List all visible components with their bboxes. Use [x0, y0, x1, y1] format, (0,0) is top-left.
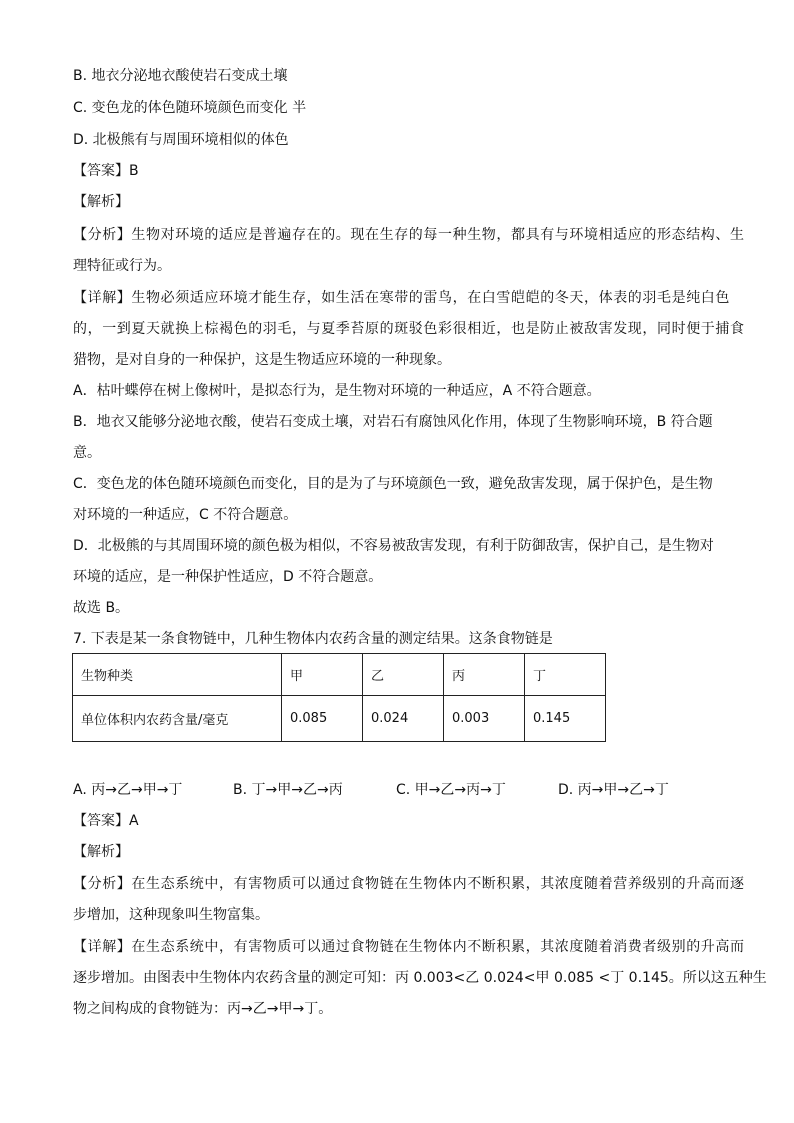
explanation-c-line: 对环境的一种适应，C 不符合题意。	[73, 507, 298, 523]
explanation-text-line: 【详解】在生态系统中，有害物质可以通过食物链在生物体内不断积累，其浓度随着消费者级别的升高而	[73, 939, 745, 955]
table-cell: 0.085	[282, 696, 363, 742]
explanation-d-line: D．北极熊的与其周围环境的颜色极为相似，不容易被敌害发现，有利于防御敌害，保护自己，是生物对	[73, 538, 714, 554]
explanation-text-line: 的，一到夏天就换上棕褐色的羽毛，与夏季苔原的斑驳色彩很相近，也是防止被敌害发现，同时便于捕食	[73, 321, 745, 337]
explanation-b-line: 意。	[73, 445, 101, 461]
table-cell: 甲	[282, 654, 363, 696]
table-cell: 乙	[363, 654, 444, 696]
analysis-label: 【解析】	[73, 194, 129, 210]
table-cell: 生物种类	[73, 654, 282, 696]
explanation-b-line: B．地衣又能够分泌地衣酸，使岩石变成土壤，对岩石有腐蚀风化作用，体现了生物影响环境，B 符合题	[73, 414, 713, 430]
analysis-text-line: 【分析】生物对环境的适应是普遍存在的。现在生存的每一种生物，都具有与环境相适应的形态结构、生	[73, 227, 745, 243]
explanation-a-line: A．枯叶蝶停在树上像树叶，是拟态行为，是生物对环境的一种适应，A 不符合题意。	[73, 383, 601, 399]
option-b: B. 丁→甲→乙→丙	[233, 782, 343, 798]
question-7-stem: 7. 下表是某一条食物链中，几种生物体内农药含量的测定结果。这条食物链是	[73, 631, 553, 647]
table-cell: 丙	[444, 654, 525, 696]
analysis-text-line: 步增加，这种现象叫生物富集。	[73, 907, 269, 923]
option-b-line: B. 地衣分泌地衣酸使岩石变成土壤	[73, 68, 288, 84]
option-d-line: D. 北极熊有与周围环境相似的体色	[73, 132, 289, 148]
option-c: C. 甲→乙→丙→丁	[396, 782, 506, 798]
answer-label: 【答案】A	[73, 813, 139, 829]
table-cell: 0.145	[525, 696, 606, 742]
analysis-label: 【解析】	[73, 844, 129, 860]
table-cell: 丁	[525, 654, 606, 696]
table-row	[73, 696, 606, 742]
option-a: A. 丙→乙→甲→丁	[73, 782, 183, 798]
explanation-text-line: 逐步增加。由图表中生物体内农药含量的测定可知：丙 0.003<乙 0.024<甲 0.085 <丁 0.145。所以这五种生	[73, 970, 767, 986]
analysis-text-line: 【分析】在生态系统中，有害物质可以通过食物链在生物体内不断积累，其浓度随着营养级别的升高而逐	[73, 876, 745, 892]
answer-label: 【答案】B	[73, 163, 139, 179]
table-row	[73, 654, 606, 696]
explanation-text-line: 猎物，是对自身的一种保护，这是生物适应环境的一种现象。	[73, 352, 451, 368]
explanation-d-line: 环境的适应，是一种保护性适应，D 不符合题意。	[73, 569, 383, 585]
explanation-text-line: 【详解】生物必须适应环境才能生存，如生活在寒带的雷鸟，在白雪皑皑的冬天，体表的羽毛是纯白色	[73, 290, 730, 306]
table-cell: 0.024	[363, 696, 444, 742]
option-c-line: C. 变色龙的体色随环境颜色而变化 半	[73, 100, 307, 116]
explanation-c-line: C．变色龙的体色随环境颜色而变化，目的是为了与环境颜色一致，避免敌害发现，属于保护色，是生物	[73, 476, 713, 492]
analysis-text-line: 理特征或行为。	[73, 258, 171, 274]
table-cell: 0.003	[444, 696, 525, 742]
option-d: D. 丙→甲→乙→丁	[558, 782, 669, 798]
conclusion-line: 故选 B。	[73, 600, 130, 616]
pesticide-table	[72, 653, 606, 742]
explanation-text-line: 物之间构成的食物链为：丙→乙→甲→丁。	[73, 1001, 333, 1017]
table-cell: 单位体积内农药含量/毫克	[73, 696, 282, 742]
